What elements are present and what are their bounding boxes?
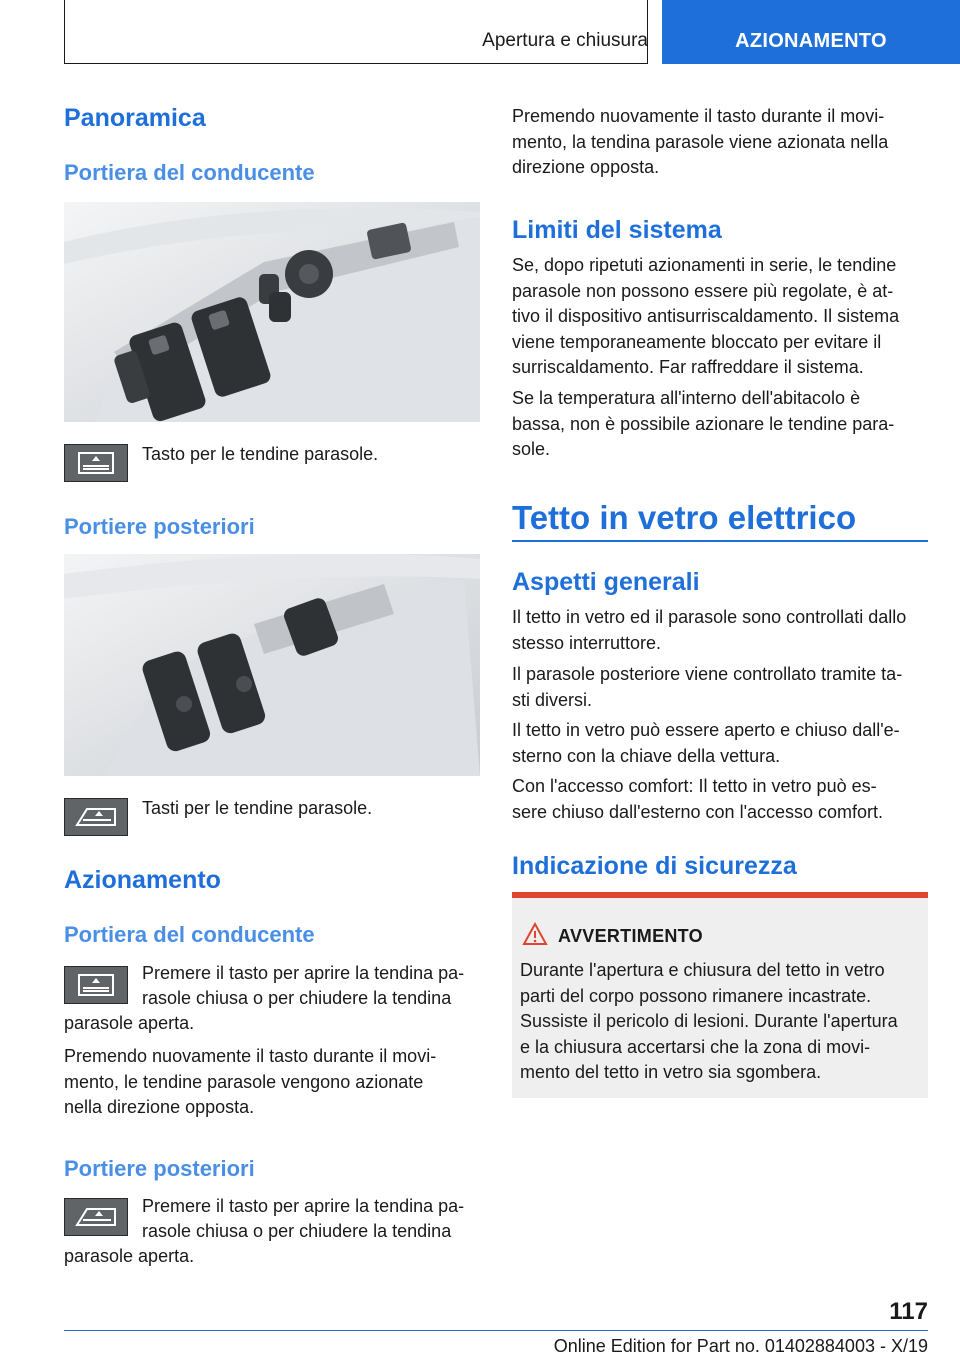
heading-azionamento: Azionamento (64, 866, 221, 894)
sunblind-button-icon-op (64, 966, 128, 1004)
warning-title: AVVERTIMENTO (558, 926, 703, 946)
heading-general: Aspetti generali (512, 568, 700, 596)
op-driver-line1: Premere il tasto per aprire la tendina pa- (142, 963, 465, 983)
header-section-title: Apertura e chiusura (482, 30, 648, 51)
header-chapter-tab (662, 0, 960, 64)
subheading-driver-door-op: Portiera del conducente (64, 922, 315, 947)
subheading-driver-door: Portiera del conducente (64, 160, 315, 185)
sunblind-button-icon (64, 444, 128, 482)
footer-rule (64, 1330, 928, 1331)
general-paragraph4: Con l'accesso comfort: Il tetto in vetro può es- sere chiuso dall'esterno con l'accesso comfort. (512, 776, 884, 822)
driver-door-switch-photo (64, 202, 480, 422)
op-rear-line3: parasole aperta. (64, 1246, 195, 1266)
rear-op-continued: Premendo nuovamente il tasto durante il movi- mento, la tendina parasole viene azionata nella direzione opposta. (512, 106, 889, 177)
subheading-rear-doors-op: Portiere posteriori (64, 1156, 255, 1181)
heading-safety: Indicazione di sicurezza (512, 852, 797, 880)
heading-system-limits: Limiti del sistema (512, 216, 722, 244)
subheading-rear-doors: Portiere posteriori (64, 514, 255, 539)
footer-edition: Online Edition for Part no. 01402884003 - X/19 (553, 1336, 928, 1356)
warning-box (512, 892, 928, 1098)
general-paragraph2: Il parasole posteriore viene controllato tramite ta- sti diversi. (512, 664, 903, 710)
limits-paragraph2: Se la temperatura all'interno dell'abitacolo è bassa, non è possibile azionare le tendine para- sole. (512, 388, 895, 459)
sunblind-front-icon (65, 445, 127, 481)
sunblind-rear-icon (65, 1199, 127, 1235)
warning-text: Durante l'apertura e chiusura del tetto in vetro parti del corpo possono rimanere incastrate. Sussiste il pericolo di lesioni. Durante l'apertura e la chiusura accertarsi che la zona di movi- mento del tetto in vetro sia sgombera. (520, 960, 898, 1082)
sunblind-rear-button-icon (64, 798, 128, 836)
op-driver-line3: parasole aperta. (64, 1013, 195, 1033)
general-paragraph1: Il tetto in vetro ed il parasole sono controllati dallo stesso interruttore. (512, 607, 907, 653)
header-chapter-label: AZIONAMENTO (735, 30, 887, 52)
rear-door-switch-illustration (64, 554, 480, 776)
op-driver-line2: rasole chiusa o per chiudere la tendina (142, 988, 452, 1008)
driver-door-switch-illustration (64, 202, 480, 422)
op-rear-line2: rasole chiusa o per chiudere la tendina (142, 1221, 452, 1241)
general-paragraph3: Il tetto in vetro può essere aperto e chiuso dall'e- sterno con la chiave della vettura. (512, 720, 900, 766)
heading-glass-roof: Tetto in vetro elettrico (512, 499, 857, 536)
caption-rear-buttons: Tasti per le tendine parasole. (142, 798, 373, 818)
heading-panoramica: Panoramica (64, 104, 206, 132)
page-number: 117 (889, 1298, 928, 1325)
op-rear-line1: Premere il tasto per aprire la tendina pa- (142, 1196, 465, 1216)
rear-door-switch-photo (64, 554, 480, 776)
warning-triangle-icon (522, 922, 548, 946)
limits-paragraph1: Se, dopo ripetuti azionamenti in serie, le tendine parasole non possono essere più regolate, è at- tivo il dispositivo antisurriscaldamento. Il sistema viene temporaneamente bloccato per evitare il surriscaldamento. Far raffreddare il sistema. (512, 255, 900, 377)
caption-driver-button: Tasto per le tendine parasole. (142, 444, 379, 464)
sunblind-front-icon (65, 967, 127, 1003)
sunblind-rear-icon (65, 799, 127, 835)
sunblind-rear-button-icon-op (64, 1198, 128, 1236)
section-rule (512, 540, 928, 542)
op-driver-paragraph2: Premendo nuovamente il tasto durante il movi- mento, le tendine parasole vengono azionate nella direzione opposta. (64, 1046, 437, 1117)
